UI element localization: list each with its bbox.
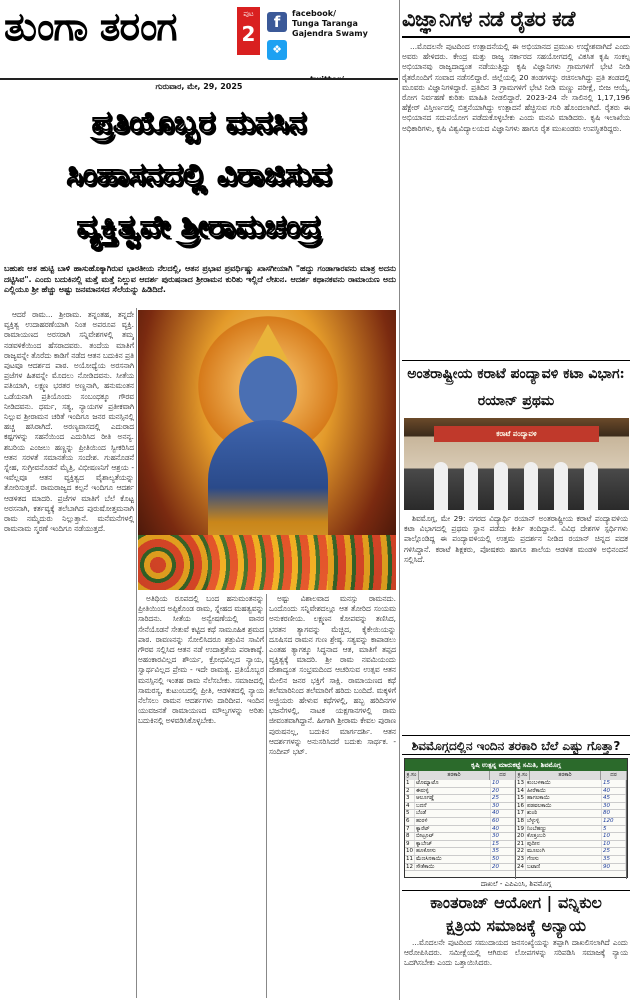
vegetable-price: 20 [491,864,515,871]
main-headline [0,97,398,257]
vegetable-price: 15 [491,841,515,848]
vegetable-price: 10 [602,833,626,840]
vegetable-price: 120 [602,818,626,825]
headline-line-3: ವ್ಯಕ್ತಿತ್ವವೇ ಶ್ರೀರಾಮಚಂದ್ರ [76,209,322,245]
row-number: 12 [406,863,413,870]
column-header: ತರಕಾರಿ [419,771,490,780]
table-row [405,848,515,856]
vegetable-price: 80 [602,810,626,817]
row-number: 2 [405,788,415,795]
person-figure [434,462,448,510]
karate-headline [402,360,630,416]
table-row [516,864,626,872]
vegetable-name: ಸೌತೆಕಾಯಿ [415,864,491,871]
facebook-handle[interactable]: Tunga Taranga Gajendra Swamy [292,19,368,38]
vegetable-price: 35 [491,848,515,855]
row-number: 8 [405,833,415,840]
vegetable-price: 60 [491,818,515,825]
row-number: 19 [517,825,524,832]
headline-line-2: ಸಿಂಹಾಸನದಲ್ಲಿ ವಿರಾಜಿಸುವ [66,157,332,193]
vegetable-name: ಪಡವಲಕಾಯಿ [526,803,602,810]
table-row [516,826,626,834]
vegetable-price-headline: ಶಿವಮೊಗ್ಗದಲ್ಲಿನ ಇಂದಿನ ತರಕಾರಿ ಬೆಲೆ ಎಷ್ಟು ಗೊತ್ತಾ? [402,735,630,755]
column-header: ತರಕಾರಿ [530,771,601,780]
vegetable-name: ಟೊಮ್ಯಾಟೊ [415,780,491,787]
column-header: ದರ [601,771,627,780]
vegetable-name: ಪುದೀನ [526,841,602,848]
vegetable-name: ಗೆಣಸು [526,856,602,863]
row-number: 6 [405,818,415,825]
table-row [516,856,626,864]
page-number-badge [237,7,260,55]
facebook-info [292,9,382,39]
face-shape [239,356,297,426]
vegetable-name: ನಿಂಬೆಹಣ್ಣು [526,826,602,833]
table-row [516,841,626,849]
column-1-text: ಆದರೆ ರಾಮ... ಶ್ರೀರಾಮ. ತನ್ನಂತಹ, ತನ್ನದೇ ವ್ಯಕ್ತಿತ್ವ ಉದಾಹರಣೆಯಾಗಿ ನಿಂತ ಅಪರೂಪ ವ್ಯಕ್ತಿ. ರಾಮಾಯಣದ ಅರಸರಾಗಿ ಸನ್ನಿವೇಶಗಳಲ್ಲಿ ತಮ್ಮ ನಡವಳಿಕೆಯಿಂದ ಹೆಸರಾದವರು. ತಂದೆಯ ಮಾತಿಗೆ ರಾಜ್ಯವನ್ನೇ ತೊರೆದು ಕಾಡಿಗೆ ನಡೆದ ಆತನ ಬದುಕಿನ ಪ್ರತಿ ಪುಟವೂ ಆದರ್ಶದ ಪಾಠ. ಅಯೋಧ್ಯೆಯ ಅರಸನಾಗಿ ಪ್ರಜೆಗಳ ಹಿತವನ್ನೇ ಮೊದಲು ನೋಡಿದವನು. ಸೀತೆಯ ಪತಿಯಾಗಿ, ಲಕ್ಷ್ಮಣ ಭರತರ ಅಣ್ಣನಾಗಿ, ಹನುಮಂತನ ಒಡೆಯನಾಗಿ ಪ್ರತಿಯೊಂದು ಸಂಬಂಧಕ್ಕೂ ಗೌರವ ನೀಡಿದವನು. ಧರ್ಮ, ಸತ್ಯ, ನ್ಯಾಯಗಳ ಪ್ರತೀಕವಾಗಿ ನಿಲ್ಲುವ ಶ್ರೀರಾಮನ ಚರಿತೆ ಇಂದಿಗೂ ಜನರ ಮನಸ್ಸಿನಲ್ಲಿ ಹಚ್ಚ ಹಸಿರಾಗಿದೆ. ಅರಣ್ಯವಾಸದಲ್ಲಿ ಎದುರಾದ ಕಷ್ಟಗಳನ್ನು ಸಹನೆಯಿಂದ ಎದುರಿಸಿದ ರೀತಿ ಅನನ್ಯ. ಶಬರಿಯ ಎಂಜಲು ಹಣ್ಣನ್ನು ಪ್ರೀತಿಯಿಂದ ಸ್ವೀಕರಿಸಿದ ಆತನ ಸರಳತೆ ಸಮಾನತೆಯ ಸಂದೇಶ. ಗುಹನೊಡನೆ ಸ್ನೇಹ, ಸುಗ್ರೀವನೊಡನೆ ಮೈತ್ರಿ, ವಿಭೀಷಣನಿಗೆ ಆಶ್ರಯ - ಇವೆಲ್ಲವೂ ಆತನ ವ್ಯಕ್ತಿತ್ವದ ವೈಶಾಲ್ಯತೆಯನ್ನು ತೋರಿಸುತ್ತವೆ. ರಾಮರಾಜ್ಯದ ಕಲ್ಪನೆ ಇಂದಿಗೂ ಆದರ್ಶ ಆಡಳಿತದ ಮಾದರಿ. ಪ್ರಜೆಗಳ ಮಾತಿಗೆ ಬೆಲೆ ಕೊಟ್ಟ ಅರಸನಾಗಿ, ಕರ್ತವ್ಯಕ್ಕೆ ತಲೆಬಾಗಿದ ಪುರುಷೋತ್ತಮನಾಗಿ ರಾಮ ನಮ್ಮೆದುರು ನಿಲ್ಲುತ್ತಾನೆ. ಮನೆಮನೆಗಳಲ್ಲಿ ರಾಮನಾಮ ಸ್ಮರಣೆ ಇಂದಿಗೂ ನಡೆಯುತ್ತದೆ. [4,310,134,534]
vegetable-price: 30 [491,833,515,840]
vegetable-name: ಹಾಗಲಕಾಯಿ [526,795,602,802]
vegetable-price: 40 [602,788,626,795]
vegetable-name: ಮೂಲಂಗಿ [526,848,602,855]
row-number: 20 [517,833,524,840]
table-row [516,818,626,826]
vegetable-price-table [404,758,628,878]
facebook-icon[interactable]: f [267,12,287,32]
row-number: 7 [405,826,415,833]
vegetable-price: 30 [491,803,515,810]
column-divider [399,0,400,1000]
row-number: 23 [517,855,524,862]
person-figure [494,462,508,510]
vegetable-name: ಬೆಳ್ಳುಳ್ಳಿ [526,818,602,825]
vegetable-price: 15 [602,780,626,787]
kantharaj-body [404,938,628,998]
column-header: ಕ್ರ.ಸಂ [516,771,530,780]
table-row [516,848,626,856]
right-top-text: ...ಮೊದಲನೇ ಪುಟದಿಂದ ಉತ್ಪಾದನೆಯಲ್ಲಿ ಈ ಅಭಿಯಾನದ ಪ್ರಮುಖ ಉದ್ದೇಶವಾಗಿದೆ ಎಂದು ಅವರು ಹೇಳಿದರು. ಕೇಂದ್ರ ಮತ್ತು ರಾಜ್ಯ ಸರ್ಕಾರದ ಸಹಯೋಗದಲ್ಲಿ ವಿಕಸಿತ ಕೃಷಿ ಸಂಕಲ್ಪ ಅಭಿಯಾನವು ರಾಜ್ಯದಾದ್ಯಂತ ನಡೆಯುತ್ತಿದ್ದು ಕೃಷಿ ವಿಜ್ಞಾನಿಗಳು ಗ್ರಾಮಗಳಿಗೆ ಭೇಟಿ ನೀಡಿ ರೈತರೊಂದಿಗೆ ಸಂವಾದ ನಡೆಸಲಿದ್ದಾರೆ. ಜಿಲ್ಲೆಯಲ್ಲಿ 20 ತಂಡಗಳನ್ನು ರಚಿಸಲಾಗಿದ್ದು ಪ್ರತಿ ತಂಡದಲ್ಲಿ ಮೂವರು ವಿಜ್ಞಾನಿಗಳಿದ್ದಾರೆ. ಪ್ರತಿದಿನ 3 ಗ್ರಾಮಗಳಿಗೆ ಭೇಟಿ ನೀಡಿ ಮಣ್ಣು ಪರೀಕ್ಷೆ, ಬೀಜ ಆಯ್ಕೆ, ರೋಗ ನಿರ್ವಹಣೆ ಕುರಿತು ಮಾಹಿತಿ ನೀಡಲಿದ್ದಾರೆ. 2023-24 ನೇ ಸಾಲಿನಲ್ಲಿ 1,17,196 ಹೆಕ್ಟೇರ್ ವಿಸ್ತೀರ್ಣದಲ್ಲಿ ಬಿತ್ತನೆಯಾಗಿದ್ದು ಉತ್ಪಾದನೆ ಹೆಚ್ಚಿಸುವ ಗುರಿ ಹೊಂದಲಾಗಿದೆ. ರೈತರು ಈ ಅಭಿಯಾನದ ಸದುಪಯೋಗ ಪಡೆದುಕೊಳ್ಳಬೇಕು ಎಂದು ಮನವಿ ಮಾಡಿದರು. ಕೃಷಿ ಇಲಾಖೆಯ ಅಧಿಕಾರಿಗಳು, ಕೃಷಿ ವಿಶ್ವವಿದ್ಯಾಲಯದ ವಿಜ್ಞಾನಿಗಳು ಹಾಗೂ ರೈತ ಮುಖಂಡರು ಉಪಸ್ಥಿತರಿದ್ದರು. [402,42,630,133]
column-3-text: ಅಷ್ಟು ವಿಶಾಲವಾದ ಮನಸ್ಸು ರಾಮನದು. ಒಂದೊಂದು ಸನ್ನಿವೇಶದಲ್ಲೂ ಆತ ತೋರಿದ ಸಂಯಮ ಅನುಕರಣೀಯ. ಲಕ್ಷ್ಮಣನ ಕೋಪವನ್ನು ತಣಿಸಿದ, ಭರತನ ತ್ಯಾಗವನ್ನು ಮೆಚ್ಚಿದ, ಕೈಕೇಯಿಯನ್ನು ದೂಷಿಸದ ರಾಮನ ಗುಣ ಶ್ರೇಷ್ಠ. ಸತ್ಯವನ್ನು ಕಾಪಾಡಲು ಎಂತಹ ತ್ಯಾಗಕ್ಕೂ ಸಿದ್ಧನಾದ ಆತ, ಮಾತಿಗೆ ತಪ್ಪದ ವ್ಯಕ್ತಿತ್ವಕ್ಕೆ ಮಾದರಿ. ಶ್ರೀ ರಾಮ ನವಮಿಯಂದು ದೇಶಾದ್ಯಂತ ಸಂಭ್ರಮದಿಂದ ಆಚರಿಸುವ ಉತ್ಸವ ಆತನ ಮೇಲಿನ ಜನರ ಭಕ್ತಿಗೆ ಸಾಕ್ಷಿ. ರಾಮಾಯಣದ ಕಥೆ ತಲೆಮಾರಿನಿಂದ ತಲೆಮಾರಿಗೆ ಹರಿದು ಬಂದಿದೆ. ಮಕ್ಕಳಿಗೆ ಅಜ್ಜಿಯರು ಹೇಳುವ ಕಥೆಗಳಲ್ಲಿ, ಹಬ್ಬ ಹರಿದಿನಗಳ ಭಜನೆಗಳಲ್ಲಿ, ನಾಟಕ ಯಕ್ಷಗಾನಗಳಲ್ಲಿ ರಾಮ ಜೀವಂತವಾಗಿದ್ದಾನೆ. ಹೀಗಾಗಿ ಶ್ರೀರಾಮ ಕೇವಲ ಪುರಾಣ ಪುರುಷನಲ್ಲ, ಬದುಕಿನ ಮಾರ್ಗದರ್ಶಿ. ಆತನ ಆದರ್ಶಗಳನ್ನು ಅನುಸರಿಸಿದರೆ ಬದುಕು ಸಾರ್ಥಕ. - ಸಂದೀಪ್ ಭಟ್. [269,594,396,757]
table-row [405,856,515,864]
vegetable-price: 20 [491,788,515,795]
table-row [405,803,515,811]
table-row [405,826,515,834]
lead-paragraph: ಬಹುಶಃ ಆತ ಹುಟ್ಟಿ ಬಾಳಿ ಹಾಸುಹೊಕ್ಕಾಗಿರುವ ಭಾರತೀಯ ನೆಲದಲ್ಲಿ, ಆತನ ಪ್ರಭಾವ ಪ್ರವರ್ಧಿಷ್ಣು ಖಾಸಗೀಯಾಗಿ "ಹದ್ದು ಗಂಡಾಗಾರವನು ಮಾತ್ರ ಅದನು ದಟ್ಟಿಸಿವ". ಎಂದು ಬದುಕಿನಲ್ಲಿ ಮತ್ತೆ ಮತ್ತೆ ನಿಲ್ಲುವ ಆದರ್ಶ ಪುರುಷನಾದ ಶ್ರೀರಾಮನ ಕುರಿತು ಇಲ್ಲಿದೆ ಲೇಖನ. ಆದರ್ಶ ಕಥಾನಕವನು ರಾಮಾಯಣ ಅದು ಎಲ್ಲಿಯೂ ಶ್ರೀ ಹೆಚ್ಚು ಅಷ್ಟು ಜನಮಾನಸದ ಸೆಲೆಯನ್ನು ಹಿಡಿದಿದೆ. [4,264,396,294]
karate-body [404,514,628,732]
person-figure [464,462,478,510]
kantharaj-headline-line-2: ಕ್ಷತ್ರಿಯ ಸಮಾಜಕ್ಕೆ ಅನ್ಯಾಯ [445,916,586,935]
vegetable-name: ಈರುಳ್ಳಿ [415,788,491,795]
table-row [405,818,515,826]
row-number: 15 [517,795,524,802]
row-number: 13 [517,780,524,786]
kantharaj-headline-line-1: ಕಾಂತರಾಜ್ ಆಯೋಗ | ವನ್ನಿಕುಲ [430,893,602,912]
vegetable-price: 35 [602,856,626,863]
column-header: ಕ್ರ.ಸಂ [405,771,419,780]
column-2-text: ಅತಿಥಿಯ ರೂಪದಲ್ಲಿ ಬಂದ ಹನುಮಂತನನ್ನು ಪ್ರೀತಿಯಿಂದ ಅಪ್ಪಿಕೊಂಡ ರಾಮ, ಸ್ನೇಹದ ಮಹತ್ವವನ್ನು ಸಾರಿದನು. ಸೀತೆಯ ಅನ್ವೇಷಣೆಯಲ್ಲಿ ವಾನರ ಸೇನೆಯೊಡನೆ ಸೇತುವೆ ಕಟ್ಟಿದ ಕಥೆ ಸಾಮೂಹಿಕ ಶ್ರಮದ ಪಾಠ. ರಾವಣನನ್ನು ಸೋಲಿಸಿದರೂ ಶತ್ರುವಿನ ಸಾವಿಗೆ ಗೌರವ ಸಲ್ಲಿಸಿದ ಆತನ ನಡೆ ಉದಾತ್ತತೆಯ ಪರಾಕಾಷ್ಠೆ. ಅಹಂಕಾರವಿಲ್ಲದ ಶೌರ್ಯ, ಕ್ರೋಧವಿಲ್ಲದ ನ್ಯಾಯ, ಸ್ವಾರ್ಥವಿಲ್ಲದ ಪ್ರೇಮ - ಇದೇ ರಾಮತ್ವ. ಪ್ರತಿಯೊಬ್ಬರ ಮನಸ್ಸಿನಲ್ಲಿ ಇಂತಹ ರಾಮ ನೆಲೆಸಬೇಕು. ಸಮಾಜದಲ್ಲಿ ಸಾಮರಸ್ಯ, ಕುಟುಂಬದಲ್ಲಿ ಪ್ರೀತಿ, ಆಡಳಿತದಲ್ಲಿ ನ್ಯಾಯ ನೆಲೆಸಲು ರಾಮನ ಆದರ್ಶಗಳು ದಾರಿದೀಪ. ಇಂದಿನ ಯುವಜನತೆ ರಾಮಾಯಣದ ಮೌಲ್ಯಗಳನ್ನು ಅರಿತು ಬದುಕಿನಲ್ಲಿ ಅಳವಡಿಸಿಕೊಳ್ಳಬೇಕು. [138,594,264,726]
table-header: ಕೃಷಿ ಉತ್ಪನ್ನ ಮಾರುಕಟ್ಟೆ ಸಮಿತಿ, ಶಿವಮೊಗ್ಗ [405,759,627,771]
row-number: 18 [517,817,524,824]
headline-line-1: ಪ್ರತಿಯೊಬ್ಬರ ಮನಸಿನ [91,105,307,141]
table-right-half [516,780,627,879]
article-column-1 [4,310,134,998]
row-number: 16 [517,802,524,809]
vegetable-name: ಬೀಟ್ರೂಟ್ [415,833,491,840]
table-row [516,803,626,811]
row-number: 14 [517,787,524,794]
vegetable-price: 50 [491,856,515,863]
row-number: 22 [517,848,524,855]
right-top-headline: ವಿಜ್ಞಾನಿಗಳ ನಡೆ ರೈತರ ಕಡೆ [402,6,575,31]
table-row [405,788,515,796]
row-number: 4 [405,803,415,810]
sri-rama-photo [138,310,396,590]
column-header: ದರ [490,771,516,780]
vegetable-name: ಬೆಂಡೆ [415,810,491,817]
row-number: 17 [517,810,524,817]
vegetable-price: 10 [491,780,515,787]
table-row [405,833,515,841]
right-top-story [402,36,630,356]
dateline: ಗುರುವಾರ, ಮೇ, 29, 2025 [0,78,398,95]
vegetable-name: ಬದನೆ [415,803,491,810]
row-number: 1 [405,780,415,787]
page-label: ಪುಟ [243,10,254,18]
vegetable-price: 25 [491,795,515,802]
vegetable-name: ಕ್ಯಾಬೇಜ್ [415,841,491,848]
vegetable-name: ಹೂಕೋಸು [415,848,491,855]
row-number: 3 [405,795,415,802]
newspaper-title: ತುಂಗಾ ತರಂಗ [4,4,177,50]
flowers-shape [138,535,396,590]
vegetable-price: 30 [602,803,626,810]
column-divider [266,594,267,998]
person-figure [554,462,568,510]
table-row [516,795,626,803]
vegetable-price: 10 [602,841,626,848]
column-divider [136,308,137,998]
row-number: 10 [406,848,413,855]
table-row [405,841,515,849]
row-number: 24 [517,863,524,870]
vegetable-name: ಮೆಣಸಿನಕಾಯಿ [415,856,491,863]
vegetable-name: ಹುರಳಿ [415,818,491,825]
vegetable-price: 45 [602,795,626,802]
article-column-3 [269,594,396,998]
right-top-body [402,42,630,354]
twitter-icon[interactable]: ❖ [267,40,287,60]
vegetable-name: ಕ್ಯಾರೆಟ್ [415,826,491,833]
vegetable-name: ಶುಂಠಿ [526,810,602,817]
karate-headline-text: ಅಂತರಾಷ್ಟ್ರೀಯ ಕರಾಟೆ ಪಂದ್ಯಾವಳಿ ಕಟಾ ವಿಭಾಗ: ರಯಾನ್ ಪ್ರಥಮ [407,366,625,409]
kantharaj-headline [402,890,630,936]
table-row [405,780,515,788]
event-banner: ಕರಾಟೆ ಪಂದ್ಯಾವಳಿ [434,426,599,442]
row-number: 11 [406,855,413,862]
article-column-2 [138,594,264,998]
vegetable-price: 25 [602,848,626,855]
table-row [405,810,515,818]
karate-body-text: ಶಿವಮೊಗ್ಗ, ಮೇ 29: ನಗರದ ವಿದ್ಯಾರ್ಥಿ ರಯಾನ್ ಅಂತರಾಷ್ಟ್ರೀಯ ಕರಾಟೆ ಪಂದ್ಯಾವಳಿಯ ಕಟಾ ವಿಭಾಗದಲ್ಲಿ ಪ್ರಥಮ ಸ್ಥಾನ ಪಡೆದು ಕೀರ್ತಿ ತಂದಿದ್ದಾನೆ. ವಿವಿಧ ದೇಶಗಳ ಸ್ಪರ್ಧಿಗಳು ಪಾಲ್ಗೊಂಡಿದ್ದ ಈ ಪಂದ್ಯಾವಳಿಯಲ್ಲಿ ಉತ್ತಮ ಪ್ರದರ್ಶನ ನೀಡಿದ ರಯಾನ್ ಚಿನ್ನದ ಪದಕ ಗಳಿಸಿದ್ದಾನೆ. ಕರಾಟೆ ಶಿಕ್ಷಕರು, ಪೋಷಕರು ಹಾಗೂ ಶಾಲೆಯ ಆಡಳಿತ ಮಂಡಳಿ ಅಭಿನಂದನೆ ಸಲ್ಲಿಸಿದೆ. [404,514,628,564]
vegetable-name: ಆಲೂಗಡ್ಡೆ [415,795,491,802]
page-number: 2 [241,22,256,46]
person-figure [584,462,598,510]
vegetable-name: ಹೀರೆಕಾಯಿ [526,788,602,795]
kantharaj-body-text: ...ಮೊದಲನೇ ಪುಟದಿಂದ ಸಮುದಾಯದ ಜನಸಂಖ್ಯೆಯನ್ನು ತಪ್ಪಾಗಿ ದಾಖಲಿಸಲಾಗಿದೆ ಎಂದು ಆರೋಪಿಸಿದರು. ಸಮೀಕ್ಷೆಯಲ್ಲಿ ಆಗಿರುವ ಲೋಪಗಳನ್ನು ಸರಿಪಡಿಸಿ ಸಮಾಜಕ್ಕೆ ನ್ಯಾಯ ಒದಗಿಸಬೇಕು ಎಂದು ಒತ್ತಾಯಿಸಿದರು. [404,938,628,968]
table-row [405,864,515,872]
vegetable-price: 40 [491,826,515,833]
table-row [516,780,626,788]
vegetable-price: 5 [602,826,626,833]
table-row [516,810,626,818]
karate-event-photo [404,418,629,510]
vegetable-price: 40 [491,810,515,817]
table-caption: ದಾಖಲೆ - ಎಪಿಎಂಸಿ, ಶಿವಮೊಗ್ಗ [480,880,552,888]
table-column-headers [405,771,627,780]
vegetable-name: ಕುಂಬಳಕಾಯಿ [526,780,602,787]
vegetable-price: 90 [602,864,626,871]
vegetable-name: ಬಟಾಣಿ [526,864,602,871]
table-row [516,788,626,796]
masthead [0,0,400,95]
row-number: 21 [517,840,524,847]
table-row [516,833,626,841]
person-figure [524,462,538,510]
vegetable-name: ಕೊತ್ತಂಬರಿ [526,833,602,840]
facebook-label: facebook/ [292,9,337,18]
row-number: 9 [405,841,415,848]
table-row [405,795,515,803]
table-left-half [405,780,516,879]
row-number: 5 [405,810,415,817]
